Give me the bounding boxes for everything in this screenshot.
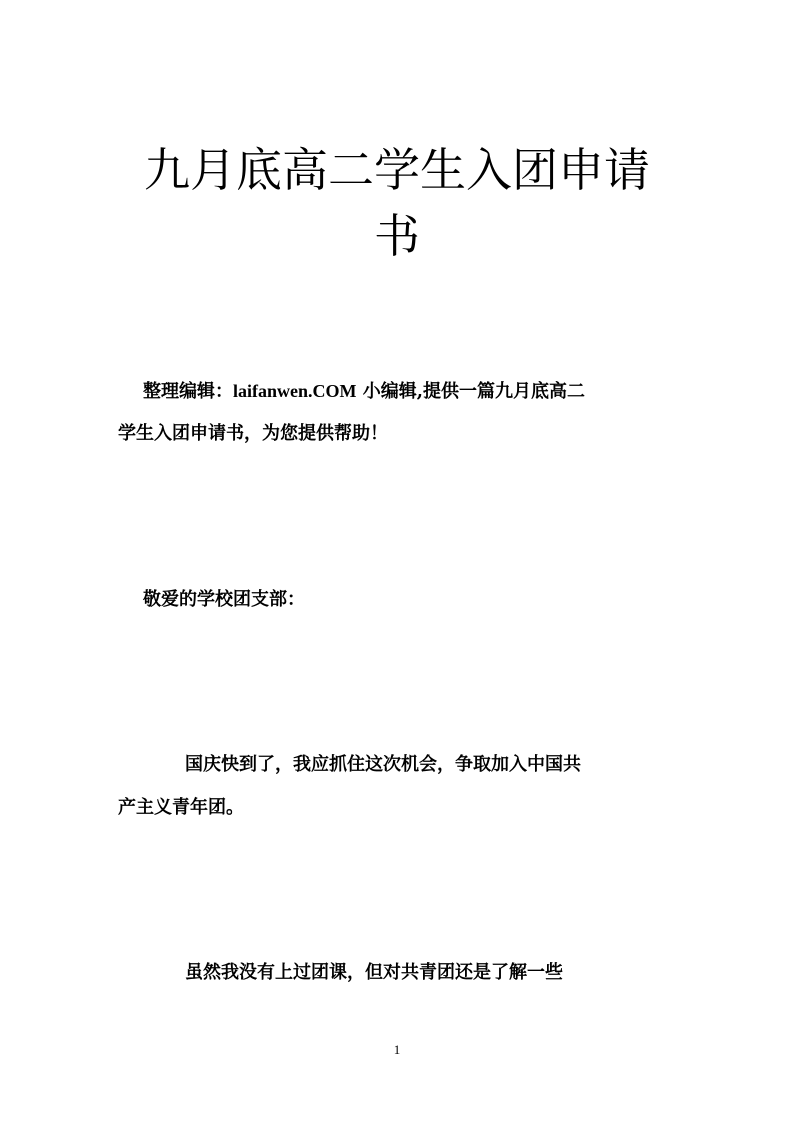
intro-site-name: laifanwen.COM <box>233 381 357 401</box>
document-title-line-2: 书 <box>374 209 420 263</box>
paragraph-1-line-2: 产主义青年团。 <box>118 797 244 818</box>
paragraph-1-line-1: 国庆快到了，我应抓住这次机会，争取加入中国共 <box>185 754 581 775</box>
intro-line-1 <box>143 371 703 412</box>
intro-rest: 小编辑,提供一篇九月底高二 <box>356 381 586 402</box>
document-title-line-1: 九月底高二学生入团申请 <box>144 143 650 197</box>
intro-line-2: 学生入团申请书，为您提供帮助！ <box>118 423 388 444</box>
page-number: 1 <box>393 1042 401 1057</box>
intro-prefix: 整理编辑： <box>143 381 233 402</box>
salutation: 敬爱的学校团支部： <box>143 589 305 610</box>
paragraph-2-line-1: 虽然我没有上过团课，但对共青团还是了解一些 <box>185 962 563 983</box>
